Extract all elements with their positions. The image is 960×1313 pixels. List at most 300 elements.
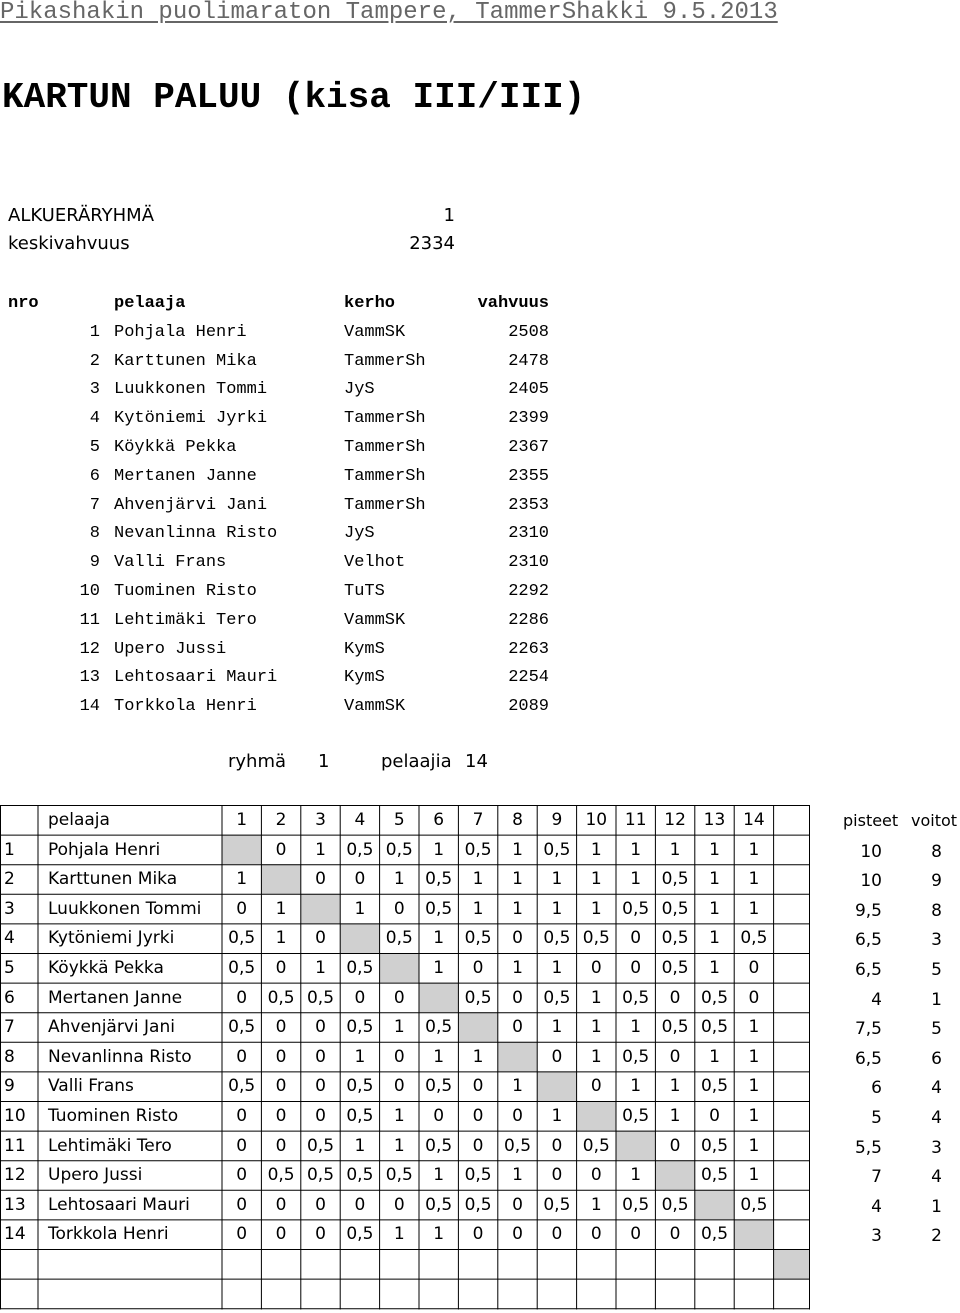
crosstable-player-name: Nevanlinna Risto — [48, 1046, 192, 1067]
crosstable-player-name: Valli Frans — [48, 1076, 134, 1097]
result-cell: 0 — [551, 1224, 563, 1245]
crosstable-row-number: 6 — [4, 987, 15, 1008]
result-cell: 1 — [590, 1194, 602, 1215]
result-cell: 1 — [709, 839, 720, 860]
result-cell: 1 — [709, 928, 720, 949]
result-cell: 0,5 — [228, 1076, 256, 1097]
result-cell: 0 — [748, 987, 760, 1008]
result-cell: 0 — [472, 1106, 484, 1126]
crosstable-row-number: 14 — [4, 1224, 26, 1245]
roster-club: TammerSh — [344, 351, 426, 371]
roster-club: TuTS — [344, 582, 385, 601]
result-cell: 1 — [709, 898, 720, 919]
roster-player-name: Lehtimäki Tero — [114, 610, 257, 630]
group-info-label: ryhmä — [228, 751, 287, 772]
result-cell: 0,5 — [700, 1135, 729, 1156]
result-cell: 0 — [275, 839, 287, 860]
result-cell: 0,5 — [346, 839, 374, 860]
result-cell: 0 — [315, 1194, 326, 1215]
diagonal-cell — [301, 894, 340, 924]
roster-rating: 2367 — [508, 438, 549, 457]
result-cell: 0 — [630, 958, 642, 978]
crosstable-row-number: 5 — [4, 958, 15, 978]
roster-rating: 2355 — [508, 466, 549, 486]
result-cell: 0 — [315, 869, 326, 890]
result-cell: 0 — [275, 958, 287, 978]
diagonal-cell — [655, 1160, 694, 1190]
players-count-value: 14 — [465, 751, 488, 772]
crosstable-player-name: Torkkola Henri — [48, 1224, 169, 1245]
roster-rating: 2508 — [508, 322, 549, 342]
result-cell: 0 — [669, 1046, 681, 1067]
result-cell: 1 — [512, 1165, 523, 1186]
result-cell: 0 — [315, 1076, 326, 1097]
roster-player-name: Torkkola Henri — [114, 697, 257, 717]
result-cell: 0,5 — [425, 898, 453, 919]
result-cell: 1 — [236, 869, 248, 890]
result-cell: 0 — [590, 1165, 602, 1186]
result-cell: 0 — [393, 987, 405, 1008]
crosstable-col-number: 14 — [743, 810, 765, 830]
result-cell: 0 — [275, 1224, 287, 1245]
result-cell: 0 — [433, 1106, 445, 1126]
points-value: 5 — [871, 1108, 882, 1128]
diagonal-cell — [498, 1042, 537, 1072]
result-cell: 0 — [315, 928, 326, 949]
result-cell: 0,5 — [346, 958, 374, 978]
roster-nro: 7 — [89, 495, 100, 515]
result-cell: 0 — [630, 928, 642, 949]
wins-value: 4 — [931, 1167, 942, 1188]
result-cell: 1 — [748, 839, 760, 860]
result-cell: 0 — [512, 928, 523, 949]
crosstable-col-number: 7 — [472, 810, 484, 830]
result-cell: 0 — [236, 1046, 248, 1067]
result-cell: 1 — [512, 869, 523, 890]
result-cell: 0,5 — [228, 928, 256, 949]
crosstable-player-name: Köykkä Pekka — [48, 958, 164, 978]
result-cell: 1 — [433, 958, 445, 978]
result-cell: 0 — [551, 1135, 563, 1156]
result-cell: 1 — [275, 928, 287, 949]
roster-club: VammSK — [344, 697, 406, 717]
wins-value: 8 — [931, 900, 942, 921]
result-cell: 0 — [512, 1017, 523, 1038]
diagonal-cell — [734, 1219, 773, 1249]
result-cell: 0 — [315, 1017, 326, 1038]
wins-value: 1 — [931, 989, 942, 1010]
roster-nro: 2 — [89, 351, 100, 371]
diagonal-cell — [774, 1249, 810, 1279]
result-cell: 0,5 — [385, 1165, 413, 1186]
result-cell: 0 — [275, 1135, 287, 1156]
result-cell: 0 — [590, 1076, 602, 1097]
crosstable-col-number: 9 — [551, 810, 563, 830]
points-value: 6,5 — [854, 930, 882, 951]
result-cell: 0,5 — [661, 928, 689, 949]
result-cell: 0 — [669, 987, 681, 1008]
points-header: pisteet — [843, 811, 899, 830]
result-cell: 0,5 — [464, 839, 492, 860]
result-cell: 1 — [433, 1165, 445, 1186]
group-value: 1 — [443, 205, 455, 226]
roster-player-name: Kytöniemi Jyrki — [114, 409, 268, 429]
result-cell: 1 — [748, 1046, 760, 1067]
roster-player-name: Ahvenjärvi Jani — [114, 495, 268, 515]
roster-rating: 2263 — [508, 639, 549, 659]
result-cell: 0 — [236, 987, 248, 1008]
result-cell: 0,5 — [740, 1194, 768, 1215]
result-cell: 0,5 — [543, 839, 571, 860]
result-cell: 0,5 — [385, 928, 413, 949]
roster-player-name: Karttunen Mika — [114, 351, 257, 371]
result-cell: 0 — [354, 869, 366, 890]
crosstable-player-name: Tuominen Risto — [48, 1106, 179, 1126]
points-value: 7,5 — [854, 1019, 882, 1040]
points-value: 10 — [860, 841, 882, 862]
result-cell: 0 — [551, 1046, 563, 1067]
crosstable-player-name: Lehtosaari Mauri — [48, 1194, 190, 1215]
crosstable-col-number: 11 — [624, 810, 647, 830]
diagonal-cell — [577, 1101, 616, 1131]
roster-club: KymS — [344, 668, 385, 688]
result-cell: 0,5 — [306, 1135, 335, 1156]
result-cell: 1 — [512, 958, 523, 978]
roster-nro: 1 — [89, 322, 100, 342]
result-cell: 0 — [393, 898, 405, 919]
roster-rating: 2286 — [508, 610, 549, 630]
result-cell: 1 — [748, 1165, 760, 1186]
result-cell: 0,5 — [464, 1194, 492, 1215]
roster-rating: 2353 — [508, 495, 549, 515]
wins-value: 5 — [931, 960, 942, 980]
crosstable-row-number: 10 — [4, 1106, 26, 1126]
result-cell: 0,5 — [622, 987, 650, 1008]
result-cell: 1 — [630, 1165, 642, 1186]
points-value: 4 — [871, 1196, 882, 1217]
result-cell: 1 — [748, 869, 760, 890]
roster-rating: 2089 — [508, 697, 549, 717]
roster-player-name: Lehtosaari Mauri — [114, 668, 278, 688]
crosstable-row-number: 12 — [4, 1165, 26, 1186]
roster-nro: 10 — [79, 582, 100, 601]
crosstable-row-number: 4 — [4, 928, 15, 949]
result-cell: 1 — [393, 1135, 405, 1156]
result-cell: 0 — [275, 1017, 287, 1038]
result-cell: 0,5 — [543, 987, 571, 1008]
result-cell: 0,5 — [503, 1135, 532, 1156]
roster-nro: 13 — [79, 668, 100, 688]
result-cell: 0 — [236, 898, 248, 919]
crosstable-row-number: 9 — [4, 1076, 15, 1097]
result-cell: 0 — [590, 958, 602, 978]
result-cell: 1 — [709, 869, 720, 890]
roster-rating: 2478 — [508, 351, 549, 371]
points-value: 3 — [871, 1226, 882, 1247]
result-cell: 1 — [630, 869, 642, 890]
result-cell: 0,5 — [346, 1017, 374, 1038]
result-cell: 0 — [590, 1224, 602, 1245]
roster-rating: 2405 — [508, 380, 549, 400]
roster-player-name: Pohjala Henri — [114, 322, 247, 342]
crosstable-col-number: 1 — [236, 810, 248, 830]
group-info-value: 1 — [318, 751, 330, 772]
result-cell: 0 — [236, 1165, 248, 1186]
result-cell: 1 — [315, 839, 326, 860]
group-label: ALKUERÄRYHMÄ — [8, 205, 155, 226]
wins-value: 3 — [931, 930, 942, 951]
result-cell: 0 — [630, 1224, 642, 1245]
result-cell: 0,5 — [622, 1106, 650, 1126]
wins-value: 2 — [931, 1226, 942, 1247]
result-cell: 1 — [709, 1046, 720, 1067]
roster-player-name: Luukkonen Tommi — [114, 380, 268, 400]
roster-nro: 3 — [89, 380, 100, 400]
result-cell: 1 — [590, 839, 602, 860]
result-cell: 0,5 — [700, 1165, 729, 1186]
result-cell: 1 — [433, 1224, 445, 1245]
result-cell: 0 — [236, 1194, 248, 1215]
result-cell: 0,5 — [700, 1017, 729, 1038]
result-cell: 0,5 — [306, 1165, 335, 1186]
result-cell: 0 — [275, 1076, 287, 1097]
points-value: 5,5 — [854, 1137, 882, 1158]
result-cell: 1 — [551, 898, 563, 919]
roster-rating: 2310 — [508, 553, 549, 573]
roster-club: JyS — [344, 380, 375, 400]
result-cell: 0 — [472, 1135, 484, 1156]
result-cell: 0 — [275, 1194, 287, 1215]
result-cell: 1 — [590, 898, 602, 919]
result-cell: 1 — [433, 839, 445, 860]
roster-nro: 5 — [89, 438, 100, 457]
wins-value: 9 — [931, 871, 942, 892]
wins-value: 8 — [931, 841, 942, 862]
roster-club: Velhot — [344, 553, 406, 573]
result-cell: 1 — [551, 1106, 563, 1126]
result-cell: 1 — [748, 898, 760, 919]
result-cell: 0 — [669, 1224, 681, 1245]
result-cell: 1 — [748, 1135, 760, 1156]
result-cell: 0,5 — [464, 928, 492, 949]
crosstable-row-number: 13 — [4, 1194, 26, 1215]
roster-rating: 2254 — [508, 668, 549, 688]
roster-header-club: kerho — [344, 294, 396, 313]
result-cell: 0 — [354, 987, 366, 1008]
wins-value: 1 — [931, 1196, 942, 1217]
result-cell: 0,5 — [582, 1135, 610, 1156]
result-cell: 0,5 — [346, 1106, 374, 1126]
result-cell: 0 — [393, 1194, 405, 1215]
result-cell: 0,5 — [700, 1076, 729, 1097]
wins-header: voitot — [911, 811, 958, 830]
result-cell: 0,5 — [543, 928, 571, 949]
result-cell: 1 — [551, 1017, 563, 1038]
result-cell: 0,5 — [700, 987, 729, 1008]
result-cell: 0,5 — [267, 1165, 295, 1186]
roster-nro: 9 — [89, 553, 100, 573]
crosstable-player-name: Lehtimäki Tero — [48, 1135, 172, 1156]
roster-header-rating: vahvuus — [477, 294, 549, 313]
points-value: 10 — [860, 871, 882, 892]
result-cell: 1 — [315, 958, 326, 978]
result-cell: 1 — [472, 898, 484, 919]
result-cell: 0,5 — [543, 1194, 571, 1215]
roster-rating: 2399 — [508, 409, 549, 429]
result-cell: 0,5 — [267, 987, 295, 1008]
result-cell: 0 — [512, 1224, 523, 1245]
roster-player-name: Valli Frans — [114, 553, 227, 573]
result-cell: 1 — [748, 1106, 760, 1126]
result-cell: 1 — [512, 1076, 523, 1097]
result-cell: 0,5 — [661, 898, 689, 919]
diagonal-cell — [537, 1071, 576, 1101]
result-cell: 1 — [630, 1076, 642, 1097]
result-cell: 1 — [393, 1017, 405, 1038]
result-cell: 0 — [236, 1135, 248, 1156]
crosstable-row-number: 3 — [4, 898, 15, 919]
result-cell: 0,5 — [425, 1076, 453, 1097]
diagonal-cell — [340, 923, 379, 953]
roster-player-name: Upero Jussi — [114, 639, 227, 659]
result-cell: 0,5 — [346, 1076, 374, 1097]
wins-value: 4 — [931, 1108, 942, 1128]
points-value: 4 — [871, 989, 882, 1010]
result-cell: 0 — [472, 958, 484, 978]
roster-club: KymS — [344, 639, 385, 659]
wins-value: 6 — [931, 1048, 942, 1069]
roster-nro: 4 — [89, 409, 100, 429]
result-cell: 0,5 — [425, 869, 453, 890]
crosstable-row-number: 7 — [4, 1017, 15, 1038]
result-cell: 0 — [512, 1106, 523, 1126]
result-cell: 1 — [590, 987, 602, 1008]
points-value: 6 — [871, 1078, 882, 1099]
result-cell: 0,5 — [661, 1017, 689, 1038]
crosstable-col-number: 6 — [433, 810, 445, 830]
wins-value: 3 — [931, 1137, 942, 1158]
result-cell: 0 — [748, 958, 760, 978]
result-cell: 0 — [393, 1076, 405, 1097]
roster-club: JyS — [344, 524, 375, 544]
points-value: 6,5 — [854, 960, 882, 980]
roster-player-name: Mertanen Janne — [114, 466, 257, 486]
result-cell: 0 — [472, 1224, 484, 1245]
result-cell: 1 — [393, 1106, 405, 1126]
roster-player-name: Köykkä Pekka — [114, 438, 237, 457]
result-cell: 0,5 — [346, 1224, 374, 1245]
crosstable-player-name: Karttunen Mika — [48, 869, 178, 890]
result-cell: 0 — [236, 1224, 248, 1245]
average-rating-value: 2334 — [409, 233, 455, 254]
result-cell: 0 — [315, 1046, 326, 1067]
result-cell: 1 — [393, 869, 405, 890]
result-cell: 0,5 — [622, 898, 650, 919]
result-cell: 0 — [354, 1194, 366, 1215]
crosstable-player-name: Luukkonen Tommi — [48, 898, 202, 919]
diagonal-cell — [380, 953, 419, 983]
roster-rating: 2292 — [508, 582, 549, 601]
result-cell: 1 — [472, 869, 484, 890]
crosstable-col-number: 12 — [664, 810, 686, 830]
result-cell: 0 — [551, 1165, 563, 1186]
result-cell: 0,5 — [622, 1046, 650, 1067]
roster-club: TammerSh — [344, 495, 426, 515]
result-cell: 0 — [472, 1076, 484, 1097]
result-cell: 1 — [472, 1046, 484, 1067]
result-cell: 0,5 — [661, 1194, 689, 1215]
result-cell: 1 — [354, 1046, 366, 1067]
result-cell: 0,5 — [385, 839, 413, 860]
result-cell: 0,5 — [464, 1165, 492, 1186]
crosstable-col-number: 5 — [393, 810, 405, 830]
crosstable-col-number: 10 — [585, 810, 608, 830]
crosstable — [0, 805, 810, 1310]
result-cell: 1 — [590, 1017, 602, 1038]
result-cell: 0,5 — [346, 1165, 374, 1186]
roster-nro: 6 — [89, 466, 100, 486]
points-value: 9,5 — [854, 900, 882, 921]
result-cell: 1 — [669, 839, 681, 860]
points-value: 7 — [871, 1167, 882, 1188]
result-cell: 1 — [551, 869, 563, 890]
result-cell: 1 — [354, 898, 366, 919]
result-cell: 0,5 — [464, 987, 492, 1008]
crosstable-row-number: 11 — [4, 1135, 26, 1156]
crosstable-col-number: 3 — [315, 810, 326, 830]
result-cell: 1 — [551, 958, 563, 978]
roster-club: VammSK — [344, 322, 406, 342]
result-cell: 0,5 — [700, 1224, 729, 1245]
crosstable-col-number: 2 — [275, 810, 287, 830]
players-count-label: pelaajia — [381, 751, 452, 772]
crosstable-player-name: Ahvenjärvi Jani — [48, 1017, 175, 1038]
result-cell: 1 — [630, 1017, 642, 1038]
result-cell: 1 — [275, 898, 287, 919]
result-cell: 1 — [393, 1224, 405, 1245]
roster-club: VammSK — [344, 610, 406, 630]
result-cell: 0,5 — [425, 1135, 453, 1156]
wins-value: 5 — [931, 1019, 942, 1040]
diagonal-cell — [458, 1012, 497, 1042]
crosstable-col-number: 13 — [703, 810, 726, 830]
result-cell: 1 — [590, 869, 602, 890]
result-cell: 0 — [236, 1106, 248, 1126]
diagonal-cell — [222, 835, 261, 865]
result-cell: 1 — [669, 1076, 681, 1097]
crosstable-row-number: 8 — [4, 1046, 15, 1067]
crosstable-row-number: 1 — [4, 839, 15, 860]
roster-rating: 2310 — [508, 524, 549, 544]
roster-club: TammerSh — [344, 438, 426, 457]
roster-nro: 12 — [79, 639, 100, 659]
result-cell: 0 — [393, 1046, 405, 1067]
crosstable-col-number: 8 — [512, 810, 523, 830]
roster-header-player: pelaaja — [114, 294, 186, 313]
crosstable-row-number: 2 — [4, 869, 15, 890]
roster-club: TammerSh — [344, 466, 426, 486]
result-cell: 0 — [512, 1194, 523, 1215]
result-cell: 0,5 — [661, 958, 689, 978]
roster-header-nro: nro — [8, 294, 39, 313]
result-cell: 0 — [669, 1135, 681, 1156]
roster-nro: 11 — [79, 610, 100, 630]
result-cell: 1 — [433, 928, 445, 949]
result-cell: 1 — [630, 839, 642, 860]
result-cell: 0,5 — [622, 1194, 650, 1215]
crosstable-player-name: Mertanen Janne — [48, 987, 183, 1008]
result-cell: 0 — [709, 1106, 720, 1126]
